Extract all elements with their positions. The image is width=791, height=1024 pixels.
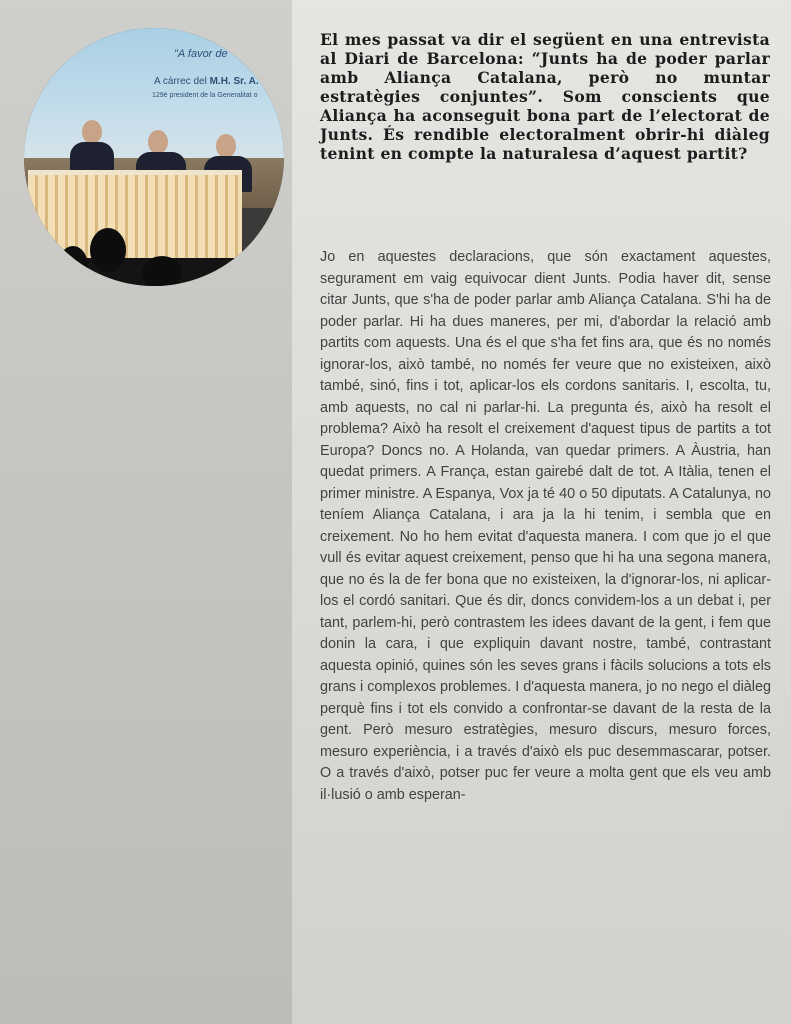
event-photo — [24, 28, 284, 286]
slide-speaker-role: 129è president de la Generalitat o — [152, 92, 258, 99]
interview-answer: Jo en aquestes declaracions, que són exactament aquestes, segurament em vaig equivocar dient Junts. Podia haver dit, sense citar Junts, que s'ha de poder parlar amb Aliança Catalana. S'hi ha de poder parlar. Hi ha dues maneres, per mi, d'abordar la relació amb partits com aquests. Una és el que s'ha fet fins ara, que és no només ignorar-los, això també, no només fer veure que no existeixen, això també, sinó, fins i tot, aplicar-los els cordons sanitaris. I, escolta, tu, amb aquests, no cal ni parlar-hi. La pregunta és, això ha resolt el problema? Això ha resolt el creixement d'aquest tipus de partits a tot Europa? Doncs no. A Holanda, van quedar primers. A Àustria, han quedat primers. A França, estan gairebé dalt de tot. A Itàlia, tenen el primer ministre. A Espanya, Vox ja té 40 o 50 diputats. A Catalunya, no teníem Aliança Catalana, i ara ja la hi tenim, i sembla que en creixement. No ho hem evitat d'aquesta manera. I com que jo el que vull és evitar aquest creixement, penso que hi ha una segona manera, que no és la de fer bona que no existeixen, la d'ignorar-los, ni aplicar-los el cordó sanitari. Que és dir, doncs convidem-los a un debat i, per tant, parlem-hi, però contrastem les idees davant de la gent, i fem que donin la cara, i que expliquin davant nostre, també, contrastant aquesta opinió, quines són les seves grans i fàcils solucions a tots els grans i complexos problemes. I d'aquesta manera, jo no nego el diàleg perquè fins i tot els convido a confrontar-se davant de la resta de la gent. Però mesuro estratègies, mesuro discurs, mesuro forces, mesuro experiència, i a través d'això els puc desemmascarar, potser. O a través d'això, potser puc fer veure a molta gent que els veu amb il·lusió o amb esperan- — [320, 249, 771, 803]
audience-head — [90, 228, 126, 272]
slide-title-text: "A favor de — [174, 48, 228, 60]
audience-head — [142, 256, 182, 286]
slide-speaker-text: A càrrec del M.H. Sr. A. — [154, 76, 259, 87]
interview-question: El mes passat va dir el següent en una entrevista al Diari de Barcelona: “Junts ha de poder parlar amb Aliança Catalana, però no muntar estratègies conjuntes”. Som conscients que Aliança ha aconseguit bona part de l’electorat de Junts. És rendible electoralment obrir-hi diàleg tenint en compte la naturalesa d’aquest partit? — [320, 30, 770, 163]
audience-head — [58, 246, 88, 286]
